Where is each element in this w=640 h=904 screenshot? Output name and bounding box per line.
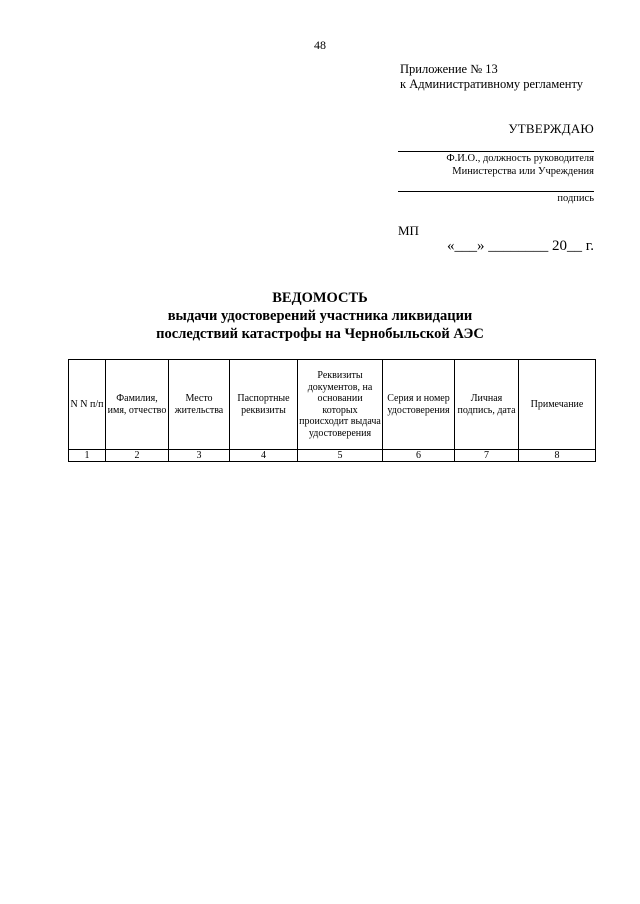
name-position-caption bbox=[446, 152, 594, 178]
seal-label: МП bbox=[398, 223, 419, 238]
column-number: 5 bbox=[298, 450, 383, 462]
signature-caption: подпись bbox=[557, 193, 594, 204]
page-number: 48 bbox=[314, 38, 326, 52]
signature-line bbox=[398, 191, 594, 192]
header-signature-date: Личная подпись, дата bbox=[455, 360, 519, 450]
header-number: N N п/п bbox=[69, 360, 106, 450]
title-line3: последствий катастрофы на Чернобыльской АЭС bbox=[156, 326, 484, 342]
date-line: «___» ________ 20__ г. bbox=[447, 238, 594, 254]
column-number: 7 bbox=[455, 450, 519, 462]
column-number: 3 bbox=[169, 450, 230, 462]
table-header-row bbox=[69, 360, 596, 450]
title-line1: ВЕДОМОСТЬ bbox=[272, 290, 368, 306]
header-certificate-series: Серия и номер удостоверения bbox=[383, 360, 455, 450]
header-residence: Место жительства bbox=[169, 360, 230, 450]
column-number: 1 bbox=[69, 450, 106, 462]
name-position-caption-line2: Министерства или Учреждения bbox=[452, 166, 594, 177]
column-number: 4 bbox=[230, 450, 298, 462]
appendix-regulation: к Административному регламенту bbox=[400, 77, 584, 91]
register-table bbox=[68, 359, 596, 462]
column-number: 8 bbox=[519, 450, 596, 462]
name-position-caption-line1: Ф.И.О., должность руководителя bbox=[446, 153, 594, 164]
header-note: Примечание bbox=[519, 360, 596, 450]
appendix-number: Приложение № 13 bbox=[400, 62, 498, 76]
title-line2: выдачи удостоверений участника ликвидации bbox=[167, 308, 473, 324]
column-number-row bbox=[69, 450, 596, 462]
document-title bbox=[0, 289, 640, 343]
header-full-name: Фамилия, имя, отчество bbox=[106, 360, 169, 450]
approval-heading: УТВЕРЖДАЮ bbox=[508, 121, 594, 136]
column-number: 2 bbox=[106, 450, 169, 462]
column-number: 6 bbox=[383, 450, 455, 462]
appendix-reference bbox=[400, 62, 583, 92]
header-passport: Паспортные реквизиты bbox=[230, 360, 298, 450]
header-basis-documents: Реквизиты документов, на основании которых происходит выдача удостоверения bbox=[298, 360, 383, 450]
